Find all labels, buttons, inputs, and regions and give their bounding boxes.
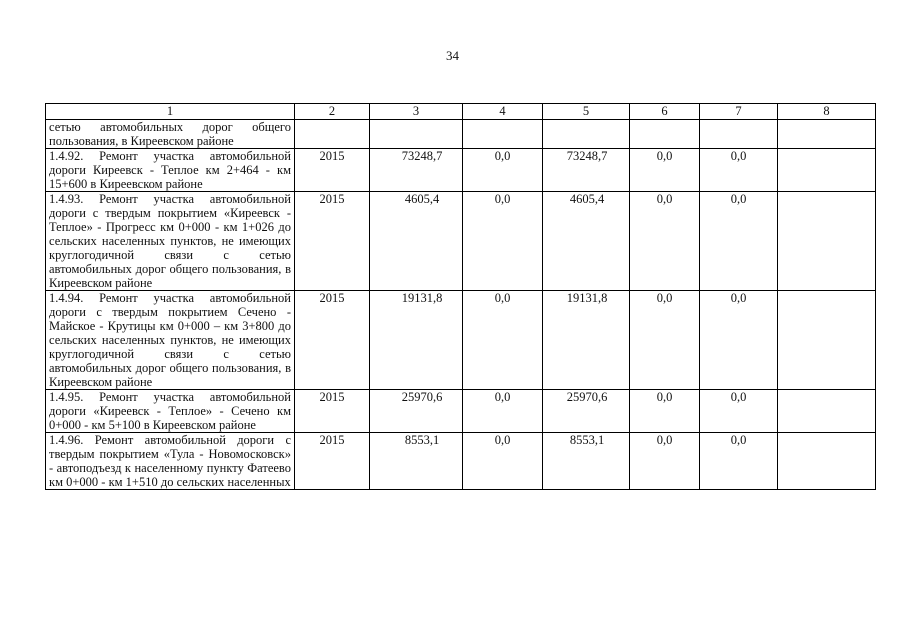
- value-cell: 0,0: [630, 192, 700, 291]
- table-row: [46, 390, 876, 433]
- row-description: 1.4.96. Ремонт автомобильной дороги с твердым покрытием «Тула - Новомосковск» - автоподъезд к населенному пункту Фатеево км 0+000 - км 1+510 до сельских населенных: [46, 433, 295, 490]
- year-cell: 2015: [295, 291, 370, 390]
- table-header-row: [46, 104, 876, 120]
- budget-table: [45, 103, 876, 490]
- page-number: 34: [446, 48, 459, 63]
- value-cell: 0,0: [630, 291, 700, 390]
- value-cell: [778, 433, 876, 490]
- value-cell: 8553,1: [543, 433, 630, 490]
- table-row: [46, 192, 876, 291]
- year-cell: [295, 120, 370, 149]
- year-cell: 2015: [295, 149, 370, 192]
- header-cell: 7: [700, 104, 778, 120]
- value-cell: 19131,8: [370, 291, 463, 390]
- header-cell: 8: [778, 104, 876, 120]
- header-cell: 6: [630, 104, 700, 120]
- value-cell: [778, 390, 876, 433]
- value-cell: 8553,1: [370, 433, 463, 490]
- row-description: сетью автомобильных дорог общего пользования, в Киреевском районе: [46, 120, 295, 149]
- value-cell: 25970,6: [370, 390, 463, 433]
- value-cell: [778, 192, 876, 291]
- value-cell: 0,0: [463, 192, 543, 291]
- value-cell: [463, 120, 543, 149]
- header-cell: 1: [46, 104, 295, 120]
- row-description: 1.4.94. Ремонт участка автомобильной дороги с твердым покрытием Сечено - Майское - Крутицы км 0+000 – км 3+800 до сельских населенных пунктов, не имеющих круглогодичной связи с сетью автомобильных дорог общего пользования, в Киреевском районе: [46, 291, 295, 390]
- value-cell: 0,0: [463, 390, 543, 433]
- value-cell: 0,0: [700, 433, 778, 490]
- table-row: [46, 149, 876, 192]
- value-cell: 0,0: [700, 149, 778, 192]
- value-cell: [778, 120, 876, 149]
- value-cell: [370, 120, 463, 149]
- value-cell: 25970,6: [543, 390, 630, 433]
- value-cell: 4605,4: [370, 192, 463, 291]
- year-cell: 2015: [295, 433, 370, 490]
- value-cell: 73248,7: [370, 149, 463, 192]
- value-cell: [543, 120, 630, 149]
- header-cell: 5: [543, 104, 630, 120]
- row-description: 1.4.93. Ремонт участка автомобильной дороги с твердым покрытием «Киреевск - Теплое» - Прогресс км 0+000 - км 1+026 до сельских населенных пунктов, не имеющих круглогодичной связи с сетью автомобильных дорог общего пользования, в Киреевском районе: [46, 192, 295, 291]
- value-cell: 0,0: [700, 291, 778, 390]
- value-cell: 0,0: [463, 291, 543, 390]
- table-row: [46, 120, 876, 149]
- year-cell: 2015: [295, 390, 370, 433]
- value-cell: 19131,8: [543, 291, 630, 390]
- value-cell: 0,0: [463, 433, 543, 490]
- value-cell: 0,0: [630, 390, 700, 433]
- value-cell: 0,0: [700, 390, 778, 433]
- value-cell: 4605,4: [543, 192, 630, 291]
- value-cell: [630, 120, 700, 149]
- row-description: 1.4.92. Ремонт участка автомобильной дороги Киреевск - Теплое км 2+464 - км 15+600 в Киреевском районе: [46, 149, 295, 192]
- value-cell: 0,0: [463, 149, 543, 192]
- row-description: 1.4.95. Ремонт участка автомобильной дороги «Киреевск - Теплое» - Сечено км 0+000 - км 5+100 в Киреевском районе: [46, 390, 295, 433]
- table-row: [46, 433, 876, 490]
- header-cell: 4: [463, 104, 543, 120]
- header-cell: 2: [295, 104, 370, 120]
- year-cell: 2015: [295, 192, 370, 291]
- value-cell: [778, 149, 876, 192]
- header-cell: 3: [370, 104, 463, 120]
- value-cell: [778, 291, 876, 390]
- table-row: [46, 291, 876, 390]
- value-cell: 0,0: [700, 192, 778, 291]
- value-cell: [700, 120, 778, 149]
- value-cell: 0,0: [630, 149, 700, 192]
- value-cell: 0,0: [630, 433, 700, 490]
- value-cell: 73248,7: [543, 149, 630, 192]
